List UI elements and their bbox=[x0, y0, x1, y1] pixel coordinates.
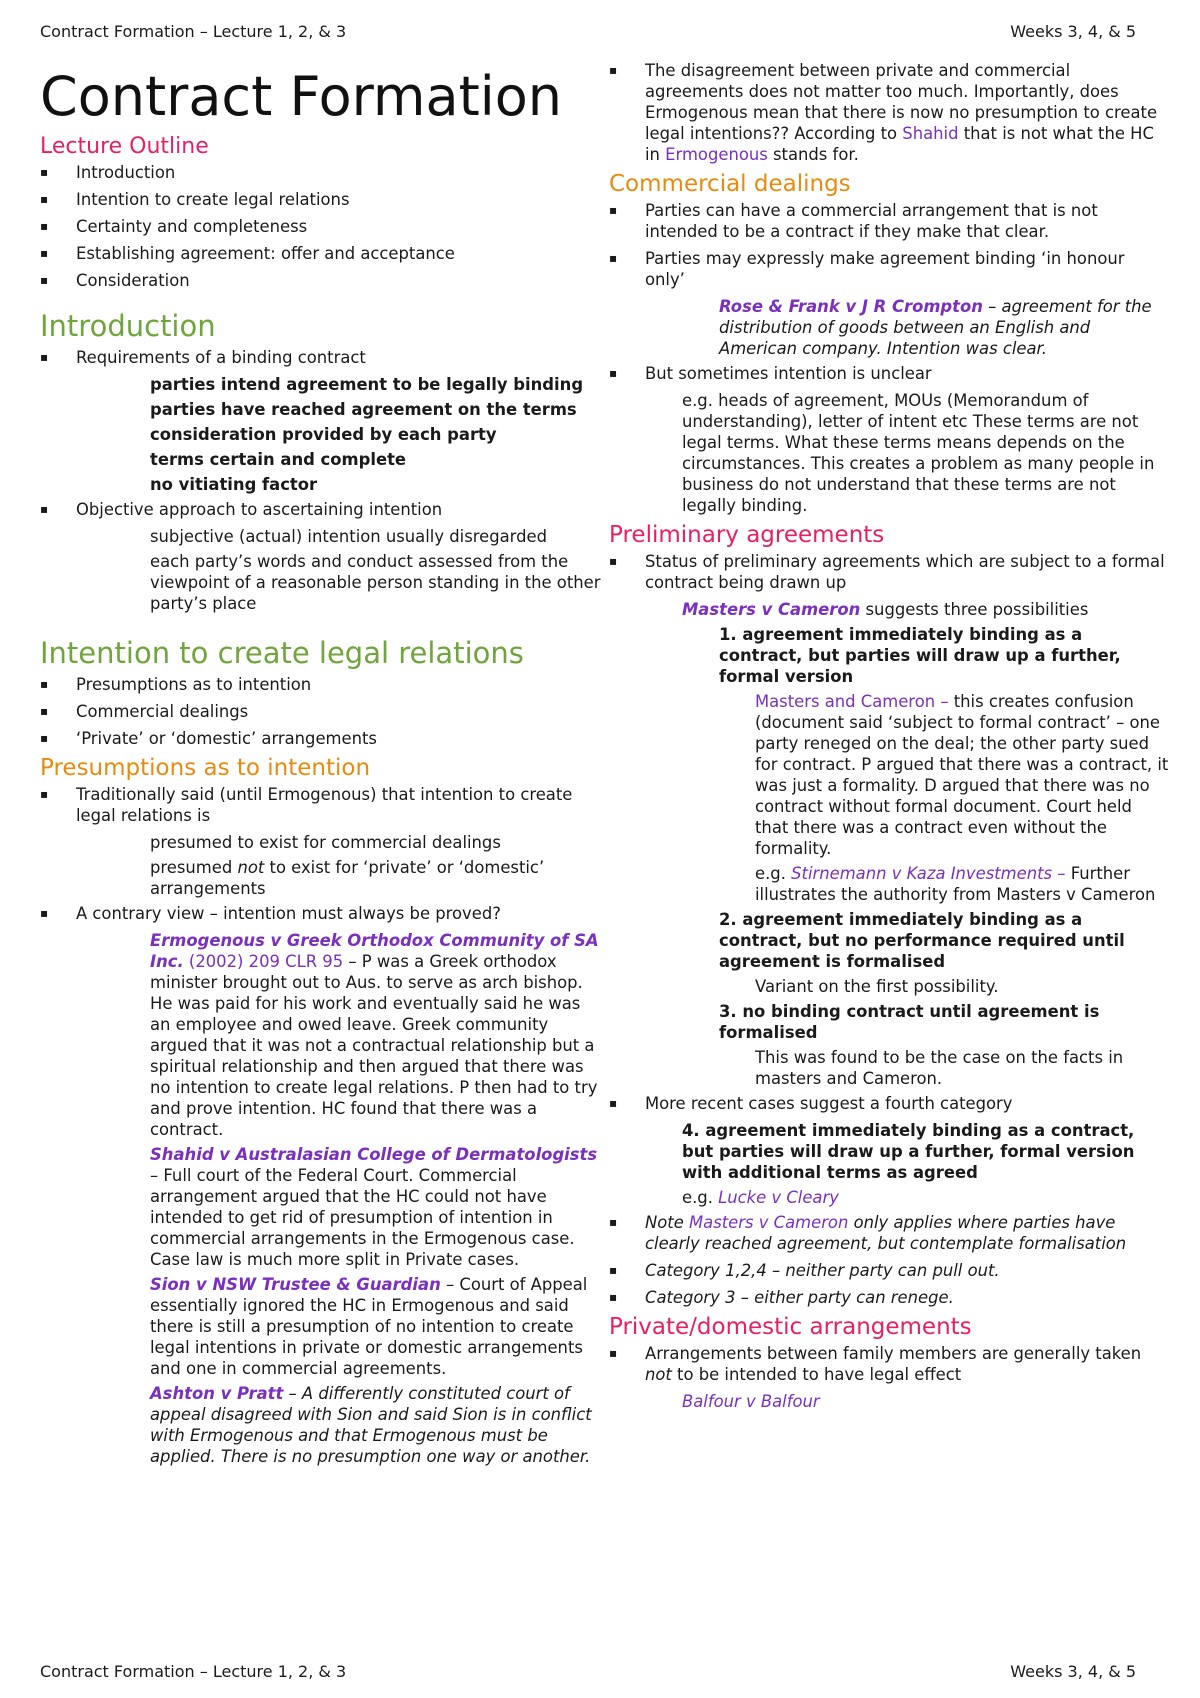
text-run: this creates confusion (document said ‘subject to formal contract’ – one party reneged on the deal; the other party sued for contract. P argued that there was a contract, it was just a formality. D argued that there was no contract without formal document. Court held that there was a contract even without the formality. bbox=[755, 692, 1169, 858]
list-item: ▪ A contrary view – intention must always be proved? bbox=[40, 903, 602, 924]
list-item: ▪ But sometimes intention is unclear bbox=[609, 363, 1169, 384]
category: 1. agreement immediately binding as a contract, but parties will draw up a further, formal version bbox=[719, 625, 1121, 686]
list-item: ▪ Category 1,2,4 – neither party can pull out. bbox=[609, 1260, 1169, 1281]
text-run: to be intended to have legal effect bbox=[671, 1365, 962, 1384]
case-note bbox=[40, 930, 602, 1140]
case-name: Ashton v Pratt bbox=[150, 1384, 284, 1403]
notes-list bbox=[609, 1212, 1169, 1308]
sub-point: presumed to exist for commercial dealings bbox=[150, 833, 501, 852]
text-run: to exist for ‘private’ or ‘domestic’ arrangements bbox=[150, 858, 545, 898]
footer-right: Weeks 3, 4, & 5 bbox=[1010, 1662, 1136, 1681]
left-column bbox=[40, 60, 602, 1471]
text-run: that is not what the HC in bbox=[645, 124, 1154, 164]
case-note bbox=[40, 1383, 602, 1467]
text-run: Further illustrates the authority from Masters v Cameron bbox=[755, 864, 1156, 904]
unclear-list bbox=[609, 363, 1169, 384]
requirement: no vitiating factor bbox=[150, 475, 318, 494]
text-run: e.g. bbox=[755, 864, 792, 883]
intro-heading: Introduction bbox=[40, 309, 216, 343]
page-footer bbox=[40, 1662, 1136, 1681]
text-run: presumed bbox=[150, 858, 238, 877]
commercial-list bbox=[609, 200, 1169, 290]
disagreement-list bbox=[609, 60, 1169, 165]
itcl-heading: Intention to create legal relations bbox=[40, 636, 524, 670]
list-item: ▪ Certainty and completeness bbox=[40, 216, 602, 237]
sub-point: each party’s words and conduct assessed from the viewpoint of a reasonable person standing in the other party’s place bbox=[150, 552, 601, 613]
case-note bbox=[609, 691, 1169, 859]
list-item: ▪ Presumptions as to intention bbox=[40, 674, 602, 695]
text-run: e.g. bbox=[682, 1188, 719, 1207]
case-ref: Shahid bbox=[902, 124, 959, 143]
requirement: parties have reached agreement on the terms bbox=[150, 400, 577, 419]
private-heading: Private/domestic arrangements bbox=[609, 1314, 972, 1340]
sub-point bbox=[40, 857, 602, 899]
text-run: stands for. bbox=[767, 145, 859, 164]
outline-list bbox=[40, 162, 602, 291]
text-run: Arrangements between family members are generally taken bbox=[645, 1344, 1142, 1363]
case-note bbox=[40, 1274, 602, 1379]
case-name: Shahid v Australasian College of Dermatologists bbox=[150, 1145, 598, 1164]
list-item: ▪ Intention to create legal relations bbox=[40, 189, 602, 210]
case-name: Sion v NSW Trustee & Guardian bbox=[150, 1275, 441, 1294]
preliminary-list bbox=[609, 551, 1169, 593]
text-run: not bbox=[237, 858, 265, 877]
sub-point: subjective (actual) intention usually disregarded bbox=[150, 527, 548, 546]
category: 4. agreement immediately binding as a contract, but parties will draw up a further, formal version with additional terms as agreed bbox=[682, 1121, 1135, 1182]
case-note bbox=[609, 1187, 1169, 1208]
text-run: – agreement for the distribution of goods between an English and American company. Intention was clear. bbox=[719, 297, 1152, 358]
case-citation: (2002) 209 CLR 95 bbox=[183, 952, 344, 971]
list-item: ▪ Parties may expressly make agreement binding ‘in honour only’ bbox=[609, 248, 1169, 290]
requirement: consideration provided by each party bbox=[150, 425, 497, 444]
objective-list bbox=[40, 499, 602, 520]
text-run: The disagreement between private and commercial agreements does not matter too much. Importantly, does Ermogenous mean that there is now no presumption to create legal intentions?? According to bbox=[645, 61, 1158, 143]
text-run: Note bbox=[645, 1213, 690, 1232]
commercial-heading: Commercial dealings bbox=[609, 171, 851, 197]
right-column bbox=[609, 60, 1169, 1416]
sub-point: Variant on the first possibility. bbox=[755, 977, 999, 996]
text-run: – P was a Greek orthodox minister brought out to Aus. to serve as arch bishop. He was paid for his work and eventually said he was an employee and owed leave. Greek community argued that it was not a contractual relationship but a spiritual relationship and then argued that there was no intention to create legal relations. P then had to try and prove intention. HC found that there was a contract. bbox=[150, 952, 598, 1139]
list-item: ▪ Commercial dealings bbox=[40, 701, 602, 722]
case-name: Ermogenous v Greek Orthodox Community of SA Inc. bbox=[150, 931, 599, 971]
page-title: Contract Formation bbox=[40, 65, 563, 128]
case-note bbox=[609, 296, 1169, 359]
list-item: ▪ Objective approach to ascertaining intention bbox=[40, 499, 602, 520]
private-list bbox=[609, 1343, 1169, 1385]
case-note bbox=[609, 599, 1169, 620]
presumptions-heading: Presumptions as to intention bbox=[40, 755, 371, 781]
text-run: only applies where parties have clearly reached agreement, but contemplate formalisation bbox=[645, 1213, 1127, 1253]
outline-heading: Lecture Outline bbox=[40, 134, 209, 159]
list-item: ▪ Requirements of a binding contract bbox=[40, 347, 602, 368]
header-right: Weeks 3, 4, & 5 bbox=[1010, 22, 1136, 41]
text-run: – Court of Appeal essentially ignored the HC in Ermogenous and said there is still a presumption of no intention to create legal intentions in private or domestic arrangements and one in commercial agreements. bbox=[150, 1275, 588, 1378]
case-ref: Ermogenous bbox=[665, 145, 768, 164]
list-item bbox=[609, 60, 1169, 165]
contrary-list bbox=[40, 903, 602, 924]
page-header bbox=[40, 22, 1136, 41]
text-run: – A differently constituted court of appeal disagreed with Sion and said Sion is in conflict with Ermogenous and that Ermogenous must be applied. There is no presumption one way or another. bbox=[150, 1384, 592, 1466]
itcl-list bbox=[40, 674, 602, 749]
list-item: ▪ Consideration bbox=[40, 270, 602, 291]
category: 2. agreement immediately binding as a contract, but no performance required until agreement is formalised bbox=[719, 910, 1125, 971]
list-item bbox=[609, 1212, 1169, 1254]
text-run: suggests three possibilities bbox=[860, 600, 1089, 619]
case-ref: Balfour v Balfour bbox=[682, 1392, 820, 1411]
case-note bbox=[609, 1391, 1169, 1412]
recent-list bbox=[609, 1093, 1169, 1114]
list-item: ▪ Category 3 – either party can renege. bbox=[609, 1287, 1169, 1308]
list-item: ▪ ‘Private’ or ‘domestic’ arrangements bbox=[40, 728, 602, 749]
list-item: ▪ Parties can have a commercial arrangement that is not intended to be a contract if they make that clear. bbox=[609, 200, 1169, 242]
list-item: ▪ Traditionally said (until Ermogenous) that intention to create legal relations is bbox=[40, 784, 602, 826]
header-left: Contract Formation – Lecture 1, 2, & 3 bbox=[40, 22, 347, 41]
case-ref: Masters and Cameron – bbox=[755, 692, 949, 711]
case-name: Rose & Frank v J R Crompton bbox=[719, 297, 983, 316]
case-ref: Masters v Cameron bbox=[689, 1213, 849, 1232]
list-item: ▪ Introduction bbox=[40, 162, 602, 183]
list-item bbox=[609, 1343, 1169, 1385]
sub-point: This was found to be the case on the facts in masters and Cameron. bbox=[755, 1048, 1124, 1088]
intro-list bbox=[40, 347, 602, 368]
case-ref: Stirnemann v Kaza Investments – bbox=[791, 864, 1066, 883]
list-item: ▪ More recent cases suggest a fourth category bbox=[609, 1093, 1169, 1114]
requirement: terms certain and complete bbox=[150, 450, 407, 469]
footer-left: Contract Formation – Lecture 1, 2, & 3 bbox=[40, 1662, 347, 1681]
text-run: – Full court of the Federal Court. Commercial arrangement argued that the HC could not have intended to get rid of presumption of intention in commercial arrangements in the Ermogenous case. Case law is much more split in Private cases. bbox=[150, 1166, 575, 1269]
requirement: parties intend agreement to be legally binding bbox=[150, 375, 584, 394]
case-name: Masters v Cameron bbox=[682, 600, 861, 619]
category: 3. no binding contract until agreement is formalised bbox=[719, 1002, 1100, 1042]
case-note bbox=[40, 1144, 602, 1270]
case-note bbox=[609, 863, 1169, 905]
list-item: ▪ Status of preliminary agreements which are subject to a formal contract being drawn up bbox=[609, 551, 1169, 593]
list-item: ▪ Establishing agreement: offer and acceptance bbox=[40, 243, 602, 264]
preliminary-heading: Preliminary agreements bbox=[609, 522, 885, 548]
presumptions-list bbox=[40, 784, 602, 826]
sub-point: e.g. heads of agreement, MOUs (Memorandum of understanding), letter of intent etc These terms are not legal terms. What these terms means depends on the circumstances. This creates a problem as many people in business do not understand that these terms are not legally binding. bbox=[682, 391, 1155, 515]
case-ref: Lucke v Cleary bbox=[718, 1188, 839, 1207]
text-run: not bbox=[645, 1365, 672, 1384]
